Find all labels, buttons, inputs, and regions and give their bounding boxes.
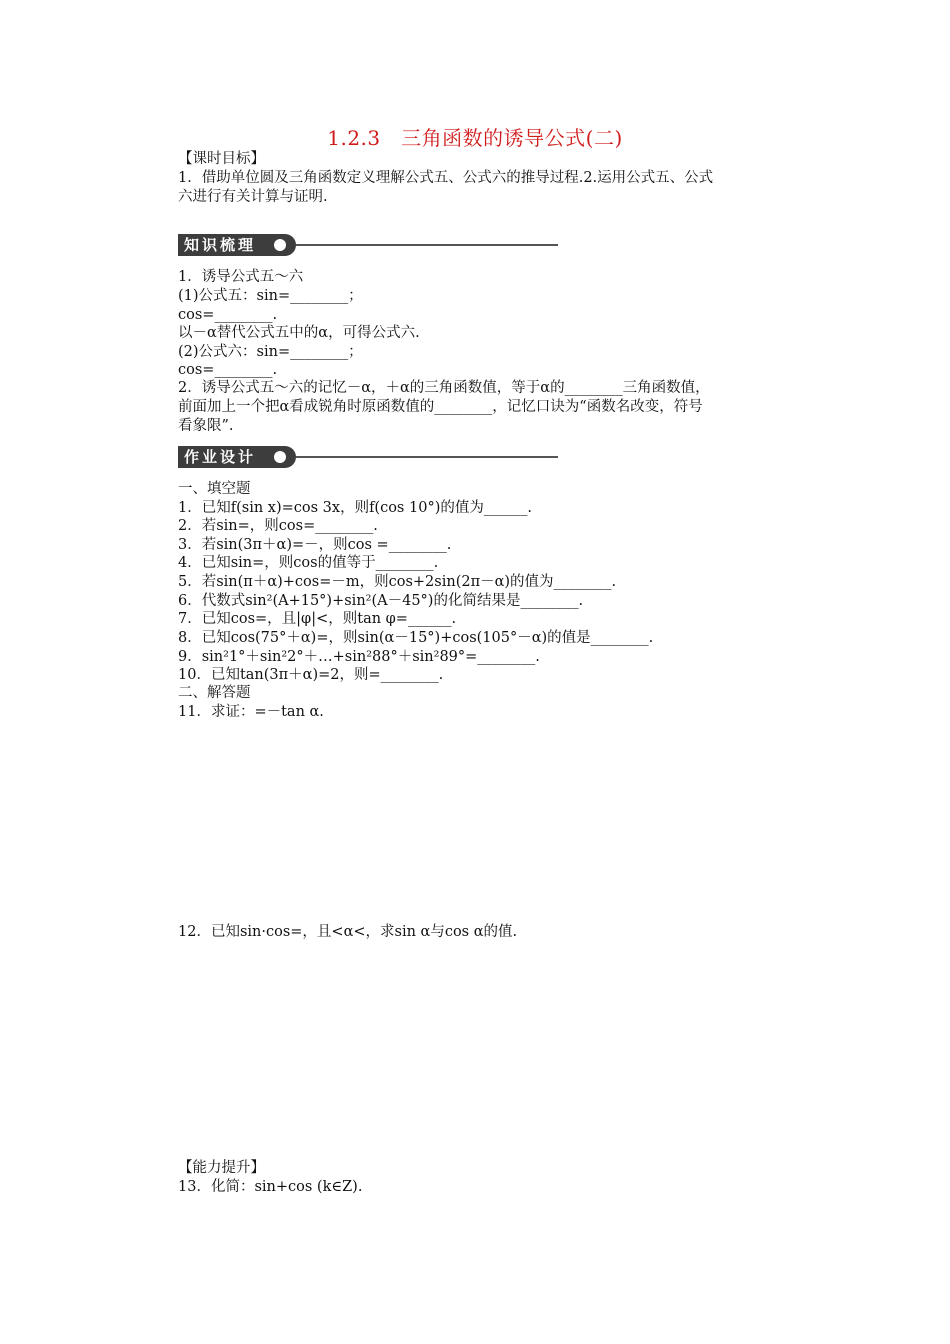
question-12: 12．已知sin·cos=，且<α<，求sin α与cos α的值. xyxy=(178,924,518,940)
knowledge-banner-label: 知识梳理 xyxy=(178,234,296,256)
banner-rule xyxy=(296,456,558,458)
knowledge-line: (1)公式五：sin=________； xyxy=(178,288,363,304)
answer-heading: 二、解答题 xyxy=(178,685,251,701)
banner-dot-icon xyxy=(274,451,286,463)
knowledge-line: cos=________. xyxy=(178,362,278,378)
knowledge-line: cos=________. xyxy=(178,307,278,323)
ability-heading: 【能力提升】 xyxy=(178,1160,265,1176)
knowledge-line: 看象限”. xyxy=(178,418,234,434)
knowledge-line: 2．诱导公式五～六的记忆－α，＋α的三角函数值，等于α的________三角函数值， xyxy=(178,380,710,396)
knowledge-line: (2)公式六：sin=________； xyxy=(178,344,363,360)
homework-banner-label: 作业设计 xyxy=(178,446,296,468)
objectives-text-1: 1．借助单位圆及三角函数定义理解公式五、公式六的推导过程.2.运用公式五、公式 xyxy=(178,170,714,186)
question-item: 9．sin²1°＋sin²2°＋…+sin²88°＋sin²89°=________. xyxy=(178,649,540,665)
question-item: 6．代数式sin²(A+15°)+sin²(A－45°)的化简结果是________. xyxy=(178,593,584,609)
question-item: 8．已知cos(75°＋α)=，则sin(α－15°)+cos(105°－α)的值是________. xyxy=(178,630,654,646)
question-11: 11．求证：=－tan α. xyxy=(178,704,324,720)
knowledge-banner xyxy=(178,234,558,256)
knowledge-line: 1．诱导公式五～六 xyxy=(178,269,304,285)
question-item: 7．已知cos=，且|φ|<，则tan φ=______. xyxy=(178,611,457,627)
question-item: 5．若sin(π＋α)+cos=－m，则cos+2sin(2π－α)的值为________. xyxy=(178,574,617,590)
banner-dot-icon xyxy=(274,239,286,251)
question-item: 2．若sin=，则cos=________. xyxy=(178,518,378,534)
page-title: 1.2.3 三角函数的诱导公式(二) xyxy=(327,126,623,150)
question-item: 1．已知f(sin x)=cos 3x，则f(cos 10°)的值为______. xyxy=(178,500,532,516)
fill-blank-heading: 一、填空题 xyxy=(178,481,251,497)
objectives-heading: 【课时目标】 xyxy=(178,151,265,167)
objectives-text-2: 六进行有关计算与证明. xyxy=(178,189,328,205)
homework-banner xyxy=(178,446,558,468)
banner-rule xyxy=(296,244,558,246)
knowledge-line: 以－α替代公式五中的α，可得公式六. xyxy=(178,325,420,341)
question-item: 4．已知sin=，则cos的值等于________. xyxy=(178,555,439,571)
question-13: 13．化简：sin+cos (k∈Z). xyxy=(178,1179,363,1195)
knowledge-line: 前面加上一个把α看成锐角时原函数值的________，记忆口诀为“函数名改变，符号 xyxy=(178,399,703,415)
question-item: 10．已知tan(3π＋α)=2，则=________. xyxy=(178,667,444,683)
question-item: 3．若sin(3π＋α)=－，则cos =________. xyxy=(178,537,452,553)
